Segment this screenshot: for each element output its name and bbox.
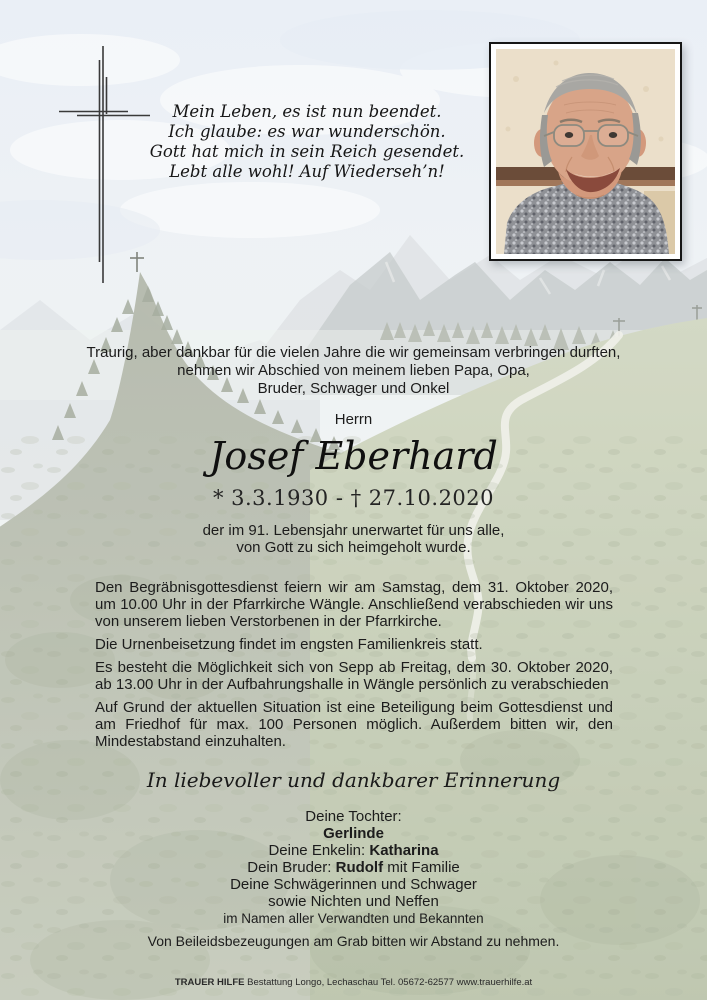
salutation: Herrn xyxy=(334,411,373,428)
poem xyxy=(140,102,474,182)
family-line-granddaughter: Deine Enkelin: Katharina xyxy=(268,842,439,859)
funeral-home-footer xyxy=(0,977,707,988)
paragraph-urn-burial: Die Urnenbeisetzung findet im engsten Familienkreis statt. xyxy=(95,636,483,653)
intro-line: Traurig, aber dankbar für die vielen Jahre die wir gemeinsam verbringen durften, xyxy=(86,344,621,361)
poem-line: Gott hat mich in sein Reich gesendet. xyxy=(149,142,465,161)
intro-line: nehmen wir Abschied von meinem lieben Papa, Opa, xyxy=(177,362,530,379)
deceased-name: Josef Eberhard xyxy=(209,434,498,478)
paragraph-viewing: Es besteht die Möglichkeit sich von Sepp ab Freitag, dem 30. Oktober 2020, ab 13.00 Uhr in der Aufbahrungshalle in Wängle persönlich zu verabschieden xyxy=(95,659,613,693)
subintro-line: der im 91. Lebensjahr unerwartet für uns alle, xyxy=(202,522,505,539)
family-line-relatives: im Namen aller Verwandten und Bekannten xyxy=(223,911,484,926)
portrait-photo xyxy=(496,49,675,254)
family-line: Deine Tochter: xyxy=(305,808,402,825)
funeral-home-brand: TRAUER HILFE xyxy=(174,977,245,988)
poem-line: Lebt alle wohl! Auf Wiederseh’n! xyxy=(169,162,445,181)
birth-death-dates: * 3.3.1930 - † 27.10.2020 xyxy=(212,486,495,510)
family-line-brother: Dein Bruder: Rudolf mit Familie xyxy=(247,859,460,876)
intro-text xyxy=(0,344,707,398)
paragraph-covid-restrictions: Auf Grund der aktuellen Situation ist eine Beteiligung beim Gottesdienst und am Friedhof für max. 100 Personen möglich. Außerdem bitten wir, den Mindestabstand einzuhalten. xyxy=(95,699,613,750)
family-line-daughter: Gerlinde xyxy=(323,825,384,842)
poem-line: Mein Leben, es ist nun beendet. xyxy=(172,102,442,121)
poem-line: Ich glaube: es war wunderschön. xyxy=(168,122,446,141)
subintro-line: von Gott zu sich heimgeholt wurde. xyxy=(236,539,471,556)
funeral-home-info: Bestattung Longo, Lechaschau Tel. 05672-62577 www.trauerhilfe.at xyxy=(244,977,533,988)
intro-line: Bruder, Schwager und Onkel xyxy=(257,380,450,397)
condolence-note: Von Beileidsbezeugungen am Grab bitten wir Abstand zu nehmen. xyxy=(147,933,560,949)
family-list xyxy=(0,808,707,927)
remembrance-line: In liebevoller und dankbarer Erinnerung xyxy=(146,768,561,792)
portrait-photo-frame xyxy=(489,42,682,261)
family-line: Deine Schwägerinnen und Schwager xyxy=(230,876,477,893)
service-details xyxy=(95,579,613,750)
paragraph-funeral-service: Den Begräbnisgottesdienst feiern wir am Samstag, dem 31. Oktober 2020, um 10.00 Uhr in der Pfarrkirche Wängle. Anschließend verabschieden wir uns von unserem lieben Verstorbenen in der Pfarrkirche. xyxy=(95,579,613,630)
subintro-text xyxy=(0,522,707,556)
family-line: sowie Nichten und Neffen xyxy=(268,893,439,910)
